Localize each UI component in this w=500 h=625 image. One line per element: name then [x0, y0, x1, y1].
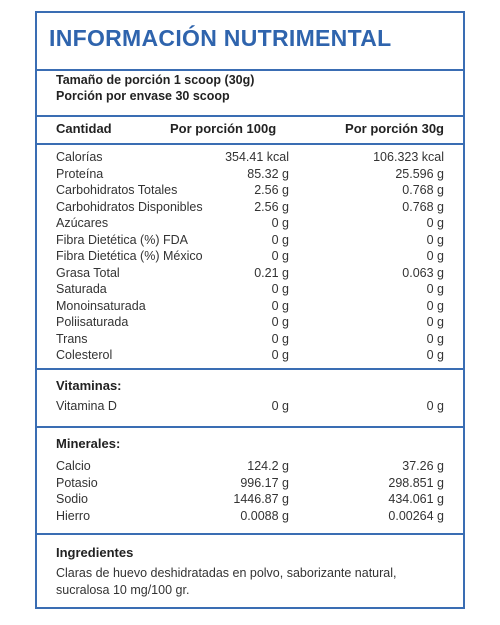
value-per100: 124.2 g [247, 459, 289, 473]
nutrient-name: Azúcares [56, 216, 109, 230]
divider [37, 69, 463, 71]
value-per100: 0 g [271, 232, 289, 247]
nutrient-name: Colesterol [56, 348, 113, 362]
value-per30: 37.26 g [402, 459, 444, 473]
divider [37, 426, 463, 428]
nutrient-name: Fibra Dietética (%) FDA [56, 232, 188, 247]
value-per100: 0 g [271, 282, 289, 296]
table-row [56, 199, 444, 216]
table-row [56, 281, 444, 298]
value-per30: 0.768 g [402, 199, 444, 214]
nutrition-label [35, 11, 465, 609]
table-row [56, 314, 444, 331]
table-row [56, 508, 444, 525]
minerals-title: Minerales: [56, 436, 121, 451]
value-per100: 1446.87 g [233, 492, 289, 506]
table-row [56, 398, 444, 415]
divider [37, 115, 463, 117]
value-per100: 0 g [271, 216, 289, 230]
value-per30: 0 g [426, 216, 444, 230]
table-row [56, 347, 444, 364]
nutrient-name: Calorías [56, 150, 103, 164]
value-per100: 2.56 g [254, 183, 289, 197]
table-header [56, 121, 444, 139]
nutrient-name: Potasio [56, 475, 98, 490]
vitamins-table [56, 398, 444, 415]
table-row [56, 265, 444, 282]
nutrient-name: Carbohidratos Totales [56, 183, 178, 197]
value-per30: 0.768 g [402, 183, 444, 197]
divider [37, 533, 463, 535]
value-per100: 0 g [271, 315, 289, 329]
value-per100: 0 g [271, 399, 289, 413]
value-per30: 0 g [426, 348, 444, 362]
table-row [56, 475, 444, 492]
serving-size: Tamaño de porción 1 scoop (30g) [56, 73, 255, 87]
value-per30: 0 g [426, 249, 444, 263]
table-row [56, 182, 444, 199]
nutrient-name: Proteína [56, 166, 104, 181]
table-row [56, 331, 444, 348]
nutrient-name: Hierro [56, 508, 91, 523]
servings-per-container: Porción por envase 30 scoop [56, 89, 230, 103]
value-per100: 85.32 g [247, 166, 289, 181]
value-per100: 0 g [271, 249, 289, 263]
table-row [56, 149, 444, 166]
value-per30: 0 g [426, 232, 444, 247]
value-per30: 0 g [426, 331, 444, 346]
value-per100: 0 g [271, 298, 289, 313]
value-per100: 0 g [271, 348, 289, 362]
nutrient-name: Poliisaturada [56, 315, 129, 329]
table-row [56, 166, 444, 183]
nutrient-name: Trans [56, 331, 88, 346]
value-per100: 0.0088 g [240, 508, 289, 523]
table-row [56, 232, 444, 249]
nutrient-name: Saturada [56, 282, 107, 296]
value-per100: 2.56 g [254, 199, 289, 214]
value-per30: 106.323 kcal [373, 150, 444, 164]
value-per30: 0.063 g [402, 265, 444, 280]
column-header-per100: Por porción 100g [170, 121, 277, 136]
ingredients-title: Ingredientes [56, 545, 134, 560]
value-per30: 434.061 g [388, 492, 444, 506]
nutrient-name: Calcio [56, 459, 91, 473]
column-header-name: Cantidad [56, 121, 112, 136]
divider [37, 368, 463, 370]
serving-info [56, 72, 254, 104]
nutrient-name: Sodio [56, 492, 88, 506]
nutrient-name: Grasa Total [56, 265, 120, 280]
value-per30: 25.596 g [395, 166, 444, 181]
value-per100: 0.21 g [254, 265, 289, 280]
nutrient-name: Vitamina D [56, 399, 117, 413]
ingredients-text: Claras de huevo deshidratadas en polvo, saborizante natural, sucralosa 10 mg/100 gr. [56, 566, 397, 597]
divider [37, 143, 463, 145]
nutrient-name: Carbohidratos Disponibles [56, 199, 203, 214]
value-per100: 996.17 g [240, 475, 289, 490]
label-title: INFORMACIÓN NUTRIMENTAL [49, 25, 392, 51]
table-row [56, 491, 444, 508]
minerals-table [56, 458, 444, 524]
value-per30: 0 g [426, 282, 444, 296]
value-per30: 0 g [426, 315, 444, 329]
vitamins-title: Vitaminas: [56, 378, 122, 393]
value-per30: 298.851 g [388, 475, 444, 490]
value-per30: 0 g [426, 298, 444, 313]
nutrient-name: Monoinsaturada [56, 298, 146, 313]
value-per100: 354.41 kcal [225, 150, 289, 164]
table-row [56, 298, 444, 315]
table-row [56, 248, 444, 265]
value-per30: 0 g [426, 399, 444, 413]
value-per30: 0.00264 g [388, 508, 444, 523]
nutrient-name: Fibra Dietética (%) México [56, 249, 203, 263]
table-row [56, 458, 444, 475]
nutrient-table [56, 149, 444, 364]
table-row [56, 215, 444, 232]
value-per100: 0 g [271, 331, 289, 346]
column-header-per30: Por porción 30g [345, 121, 444, 136]
